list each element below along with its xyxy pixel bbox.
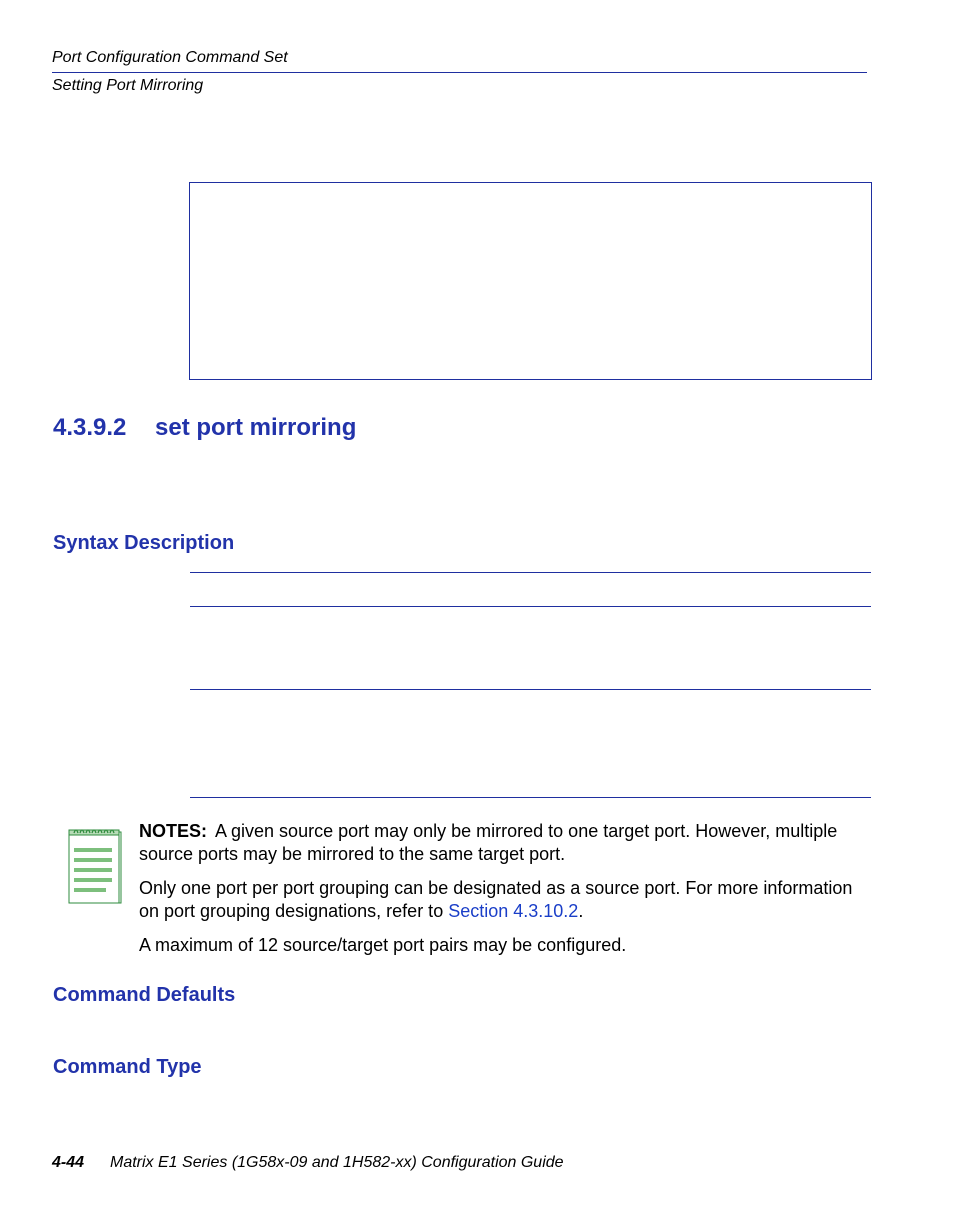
section-heading (53, 414, 356, 442)
page-number: 4-44 (52, 1154, 85, 1171)
note-text-2: Only one port per port grouping can be designated as a source port. For more information on port grouping designations, refer to (139, 878, 853, 921)
section-link[interactable]: Section 4.3.10.2 (448, 901, 579, 921)
command-type-heading: Command Type (53, 1056, 202, 1078)
syntax-table-rule (190, 689, 871, 690)
section-title: set port mirroring (155, 414, 357, 441)
syntax-table-rule (190, 572, 871, 573)
notepad-icon (68, 824, 126, 906)
content-box (189, 182, 872, 380)
notes-label: NOTES: (139, 821, 208, 841)
section-number: 4.3.9.2 (53, 414, 127, 441)
header-rule (52, 72, 867, 73)
note-paragraph-3: A maximum of 12 source/target port pairs may be configured. (139, 935, 627, 955)
running-header-chapter: Port Configuration Command Set (52, 49, 288, 66)
note-text-2-end: . (578, 901, 584, 921)
footer-title: Matrix E1 Series (1G58x-09 and 1H582-xx) Configuration Guide (110, 1154, 564, 1171)
notes-block (139, 820, 874, 957)
command-defaults-heading: Command Defaults (53, 984, 236, 1006)
note-text-1: A given source port may only be mirrored to one target port. However, multiple source ports may be mirrored to the same target port. (139, 821, 838, 864)
note-paragraph-2 (139, 877, 874, 923)
running-header-section: Setting Port Mirroring (52, 77, 204, 94)
syntax-table-rule (190, 606, 871, 607)
syntax-table-rule (190, 797, 871, 798)
syntax-description-heading: Syntax Description (53, 532, 235, 554)
note-paragraph-1 (139, 820, 874, 866)
